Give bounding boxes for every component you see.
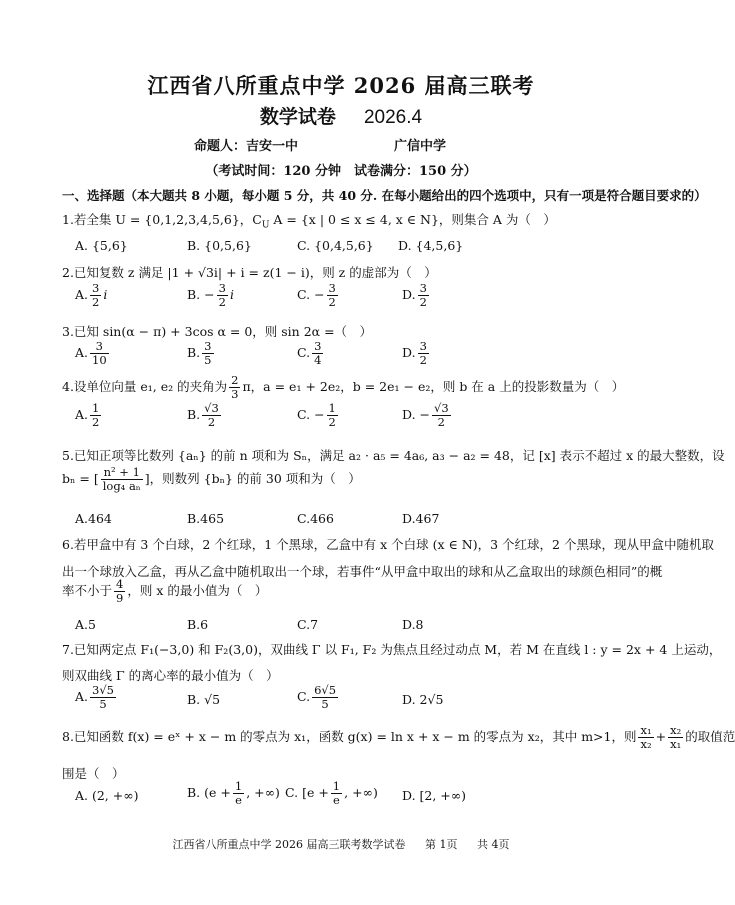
question-6-line-3: 率不小于 $\frac{4}{9}$ ，则 x 的最小值为（ ） bbox=[62, 577, 268, 605]
question-1-option-b[interactable]: B. {0,5,6} bbox=[187, 238, 252, 253]
question-6-line-1: 6.若甲盒中有 3 个白球，2 个红球，1 个黑球，乙盒中有 x 个白球 (x ∈ N)，3 个红球，2 个黑球，现从甲盒中随机取 bbox=[62, 537, 714, 552]
question-8-line-1: 8.已知函数 f(x) = eˣ + x − m 的零点为 x₁，函数 g(x) = ln x + x − m 的零点为 x₂，其中 m>1，则 $\frac{\text{x₁}}{\text{x₂}}$ + $\frac{\text{x₂}}{\text{x₁}}$ 的取值范 bbox=[62, 723, 735, 751]
authors bbox=[194, 135, 447, 154]
question-2-option-c[interactable]: C. − $\frac{3}{2}$ bbox=[297, 281, 336, 309]
question-7-option-a[interactable]: A. $\frac{3√5}{5}$ bbox=[75, 683, 114, 711]
question-7-option-d[interactable]: D. 2√5 bbox=[402, 692, 444, 707]
exam-info: （考试时间：120 分钟 试卷满分：150 分） bbox=[205, 164, 477, 179]
question-3-option-a[interactable]: A. $\frac{3}{10}$ bbox=[75, 339, 107, 367]
author-school-1: 命题人：吉安一中 bbox=[194, 139, 299, 154]
question-5-option-d[interactable]: D.467 bbox=[402, 511, 440, 526]
question-1-stem: 1.若全集 U = {0,1,2,3,4,5,6}，$C_U$ A = {x | 0 ≤ x ≤ 4, x ∈ N}，则集合 A 为（ ） bbox=[62, 212, 556, 231]
question-5-stem-2: bₙ = [ $\frac{\text{n² + 1}}{\text{log₄ aₙ}}$ ]，则数列 {bₙ} 的前 30 项和为（ ） bbox=[62, 465, 361, 493]
question-4-option-b[interactable]: B. $\frac{√3}{2}$ bbox=[187, 401, 219, 429]
question-3-option-b[interactable]: B. $\frac{3}{5}$ bbox=[187, 339, 212, 367]
exam-date: 2026.4 bbox=[363, 107, 423, 128]
question-7-option-b[interactable]: B. √5 bbox=[187, 692, 221, 707]
question-2-option-b[interactable]: B. − $\frac{3}{2}$ i bbox=[187, 281, 234, 309]
author-school-2: 广信中学 bbox=[394, 139, 447, 154]
question-5-option-c[interactable]: C.466 bbox=[297, 511, 334, 526]
question-8-option-b[interactable]: B. (e + $\frac{1}{e}$ , +∞) bbox=[187, 779, 280, 807]
question-2-option-a[interactable]: A. $\frac{3}{2}$ i bbox=[75, 281, 108, 309]
question-5-option-a[interactable]: A.464 bbox=[75, 511, 112, 526]
question-8-option-c[interactable]: C. [e + $\frac{1}{e}$ , +∞) bbox=[285, 779, 378, 807]
question-6-option-d[interactable]: D.8 bbox=[402, 617, 424, 632]
question-6-option-c[interactable]: C.7 bbox=[297, 617, 319, 632]
page-footer bbox=[0, 836, 682, 852]
question-6-line-2: 出一个球放入乙盒，再从乙盒中随机取出一个球，若事件“从甲盒中取出的球和从乙盒取出的球颜色相同”的概 bbox=[62, 564, 663, 579]
question-7-option-c[interactable]: C. $\frac{6√5}{5}$ bbox=[297, 683, 337, 711]
section-heading: 一、选择题（本大题共 8 小题，每小题 5 分，共 40 分. 在每小题给出的四个选项中，只有一项是符合题目要求的） bbox=[62, 188, 707, 203]
question-3-option-d[interactable]: D. $\frac{3}{2}$ bbox=[402, 339, 427, 367]
question-8-option-a[interactable]: A. (2, +∞) bbox=[75, 788, 139, 803]
question-2-option-d[interactable]: D. $\frac{3}{2}$ bbox=[402, 281, 427, 309]
question-1-option-d[interactable]: D. {4,5,6} bbox=[398, 238, 464, 253]
question-2-stem: 2.已知复数 z 满足 |1 + √3i| + i = z(1 − i)，则 z 的虚部为（ ） bbox=[62, 265, 437, 280]
footer-title: 江西省八所重点中学 2026 届高三联考数学试卷 bbox=[172, 838, 406, 851]
footer-page-number: 第 1页 bbox=[425, 838, 458, 851]
question-4-option-a[interactable]: A. $\frac{1}{2}$ bbox=[75, 401, 100, 429]
exam-title: 江西省八所重点中学 2026 届高三联考 bbox=[147, 73, 535, 98]
question-7-line-2: 则双曲线 Γ 的离心率的最小值为（ ） bbox=[62, 668, 279, 683]
question-8-line-2: 围是（ ） bbox=[62, 766, 125, 781]
question-7-line-1: 7.已知两定点 F₁(−3,0) 和 F₂(3,0)，双曲线 Γ 以 F₁, F₂ 为焦点且经过动点 M，若 M 在直线 l : y = 2x + 4 上运动， bbox=[62, 642, 722, 657]
question-4-option-c[interactable]: C. − $\frac{1}{2}$ bbox=[297, 401, 336, 429]
question-3-stem: 3.已知 sin(α − π) + 3cos α = 0，则 sin 2α =（ ） bbox=[62, 324, 373, 339]
subject-name: 数学试卷 bbox=[259, 106, 336, 128]
question-4-stem: 4.设单位向量 e₁, e₂ 的夹角为 $\frac{2}{3}$ π，a = e₁ + 2e₂，b = 2e₁ − e₂，则 b 在 a 上的投影数量为（ ） bbox=[62, 373, 625, 401]
question-6-option-a[interactable]: A.5 bbox=[75, 617, 96, 632]
question-8-option-d[interactable]: D. [2, +∞) bbox=[402, 788, 467, 803]
question-5-option-b[interactable]: B.465 bbox=[187, 511, 225, 526]
question-6-option-b[interactable]: B.6 bbox=[187, 617, 209, 632]
question-1-option-a[interactable]: A. {5,6} bbox=[75, 238, 128, 253]
question-1-option-c[interactable]: C. {0,4,5,6} bbox=[297, 238, 374, 253]
exam-subtitle bbox=[0, 102, 682, 129]
question-4-option-d[interactable]: D. − $\frac{√3}{2}$ bbox=[402, 401, 449, 429]
question-5-stem: 5.已知正项等比数列 {aₙ} 的前 n 项和为 Sₙ，满足 a₂ · a₅ = 4a₆, a₃ − a₂ = 48，记 [x] 表示不超过 x 的最大整数，设 bbox=[62, 448, 725, 463]
footer-total-pages: 共 4页 bbox=[477, 838, 510, 851]
question-3-option-c[interactable]: C. $\frac{3}{4}$ bbox=[297, 339, 322, 367]
